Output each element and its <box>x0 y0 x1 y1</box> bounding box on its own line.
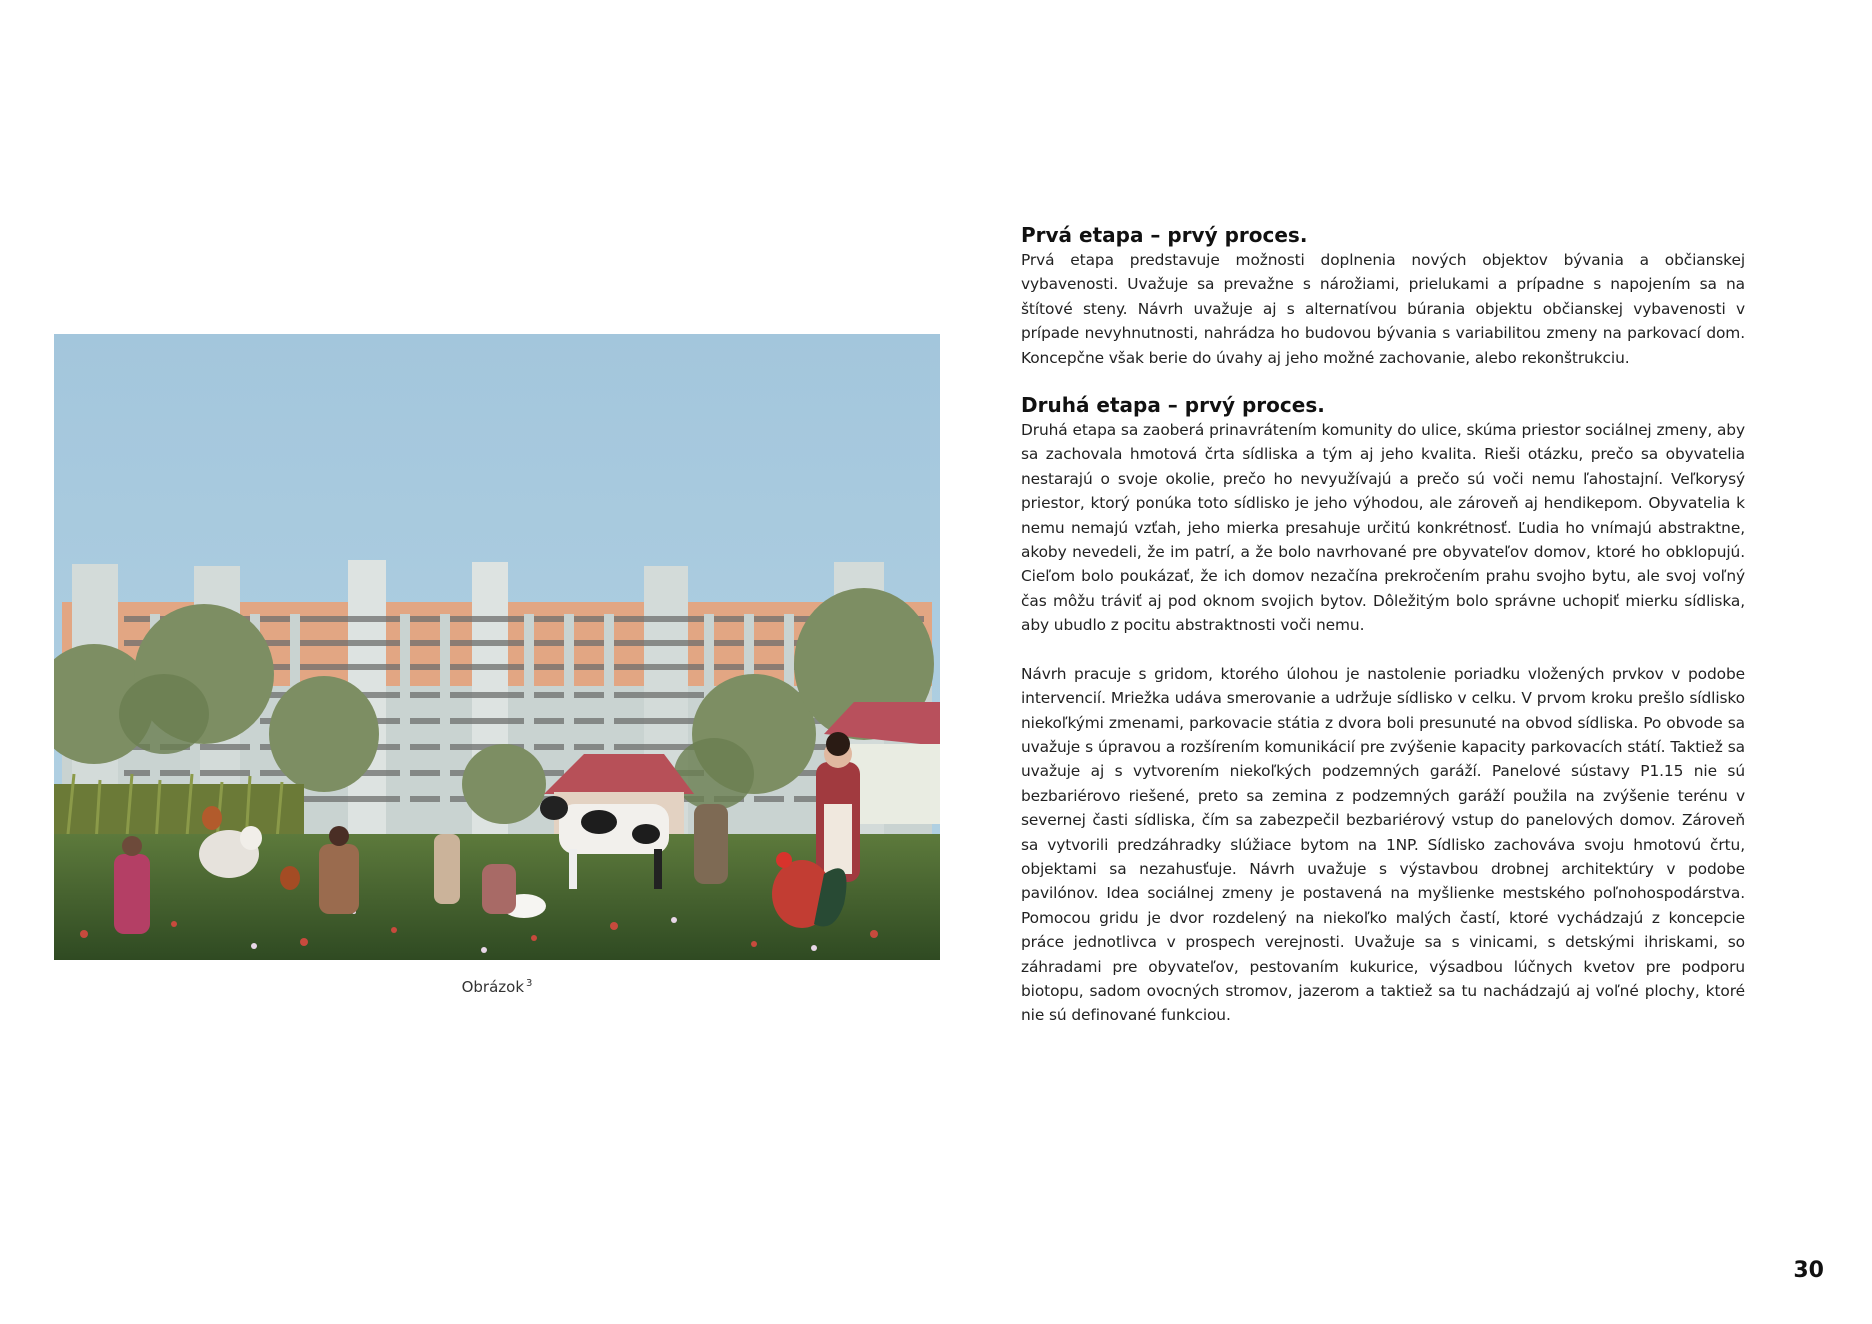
section-2-paragraph-1: Druhá etapa sa zaoberá prinavrátením komunity do ulice, skúma priestor sociálnej zmeny, aby sa zachovala hmotová črta sídliska a tým aj jeho kvalita. Rieši otázku, prečo sa obyvatelia nestarajú o svoje okolie, prečo ho nevyužívajú a prečo sú voči nemu ľahostajní. Veľkorysý priestor, ktorý ponúka toto sídlisko je jeho výhodou, ale zároveň aj hendikepom. Obyvatelia k nemu nemajú vzťah, jeho mierka presahuje určitú konkrétnosť. Ľudia ho vnímajú abstraktne, akoby nevedeli, že im patrí, a že bolo navrhované pre obyvateľov domov, ktoré ho obklopujú. Cieľom bolo poukázať, že ich domov nezačína prekročením prahu svojho bytu, ale svoj voľný čas môžu tráviť aj pod oknom svojich bytov. Dôležitým bolo správne uchopiť mierku sídliska, aby ubudlo z pocitu abstraktnosti voči nemu. <box>1021 421 1745 635</box>
figure-caption <box>54 978 940 996</box>
section-2-heading: Druhá etapa – prvý proces. <box>1021 393 1325 418</box>
caption-label: Obrázok <box>461 978 525 996</box>
section-1-heading: Prvá etapa – prvý proces. <box>1021 223 1308 247</box>
page-number: 30 <box>1793 1258 1824 1283</box>
caption-footnote-marker: 3 <box>526 978 533 989</box>
section-2-paragraph-2: Návrh pracuje s gridom, ktorého úlohou je nastolenie poriadku vložených prvkov v podobe intervencií. Mriežka udáva smerovanie a udržuje sídlisko v celku. V prvom kroku prešlo sídlisko niekoľkými zmenami, parkovacie státia z dvora boli presunuté na obvod sídliska. Po obvode sa uvažuje s úpravou a rozšírením komunikácií pre zvýšenie kapacity parkovacích státí. Taktiež sa uvažuje aj s vytvorením niekoľkých podzemných garáží. Panelové sústavy P1.15 nie sú bezbariérovo riešené, preto sa zemina z podzemných garáží použila na zvýšenie terénu v severnej časti sídliska, čím sa zabezpečil bezbariérový vstup do panelových domov. Zároveň sa vytvorili predzáhradky slúžiace bytom na 1NP. Sídlisko zachováva svoju hmotovú črtu, objektami sa nezahusťuje. Návrh uvažuje s výstavbou drobnej architektúry v podobe pavilónov. Idea sociálnej zmeny je postavená na myšlienke mestského poľnohospodárstva. Pomocou gridu je dvor rozdelený na niekoľko malých častí, ktoré vychádzajú z koncepcie práce jednotlivca v prospech verejnosti. Uvažuje sa s vinicami, s detskými ihriskami, so záhradami pre obyvateľov, pestovaním kukurice, výsadbou lúčnych kvetov pre podporu biotopu, sadom ovocných stromov, jazerom a taktiež sa tu nachádzajú aj voľné plochy, ktoré nie sú definované funkciou. <box>1021 664 1745 1025</box>
section-1-paragraph: Prvá etapa predstavuje možnosti doplnenia nových objektov bývania a občianskej vybavenosti. Uvažuje sa prevažne s nárožiami, prielukami a prípadne s napojením sa na štítové steny. Návrh uvažuje aj s alternatívou búrania objektu občianskej vybavenosti v prípade nevyhnutnosti, nahrádza ho budovou bývania s variabilitou zmeny na parkovací dom. Koncepčne však berie do úvahy aj jeho možné zachovanie, alebo rekonštrukciu. <box>1021 251 1745 367</box>
collage-image <box>54 334 940 960</box>
text-column <box>1021 222 1745 1028</box>
